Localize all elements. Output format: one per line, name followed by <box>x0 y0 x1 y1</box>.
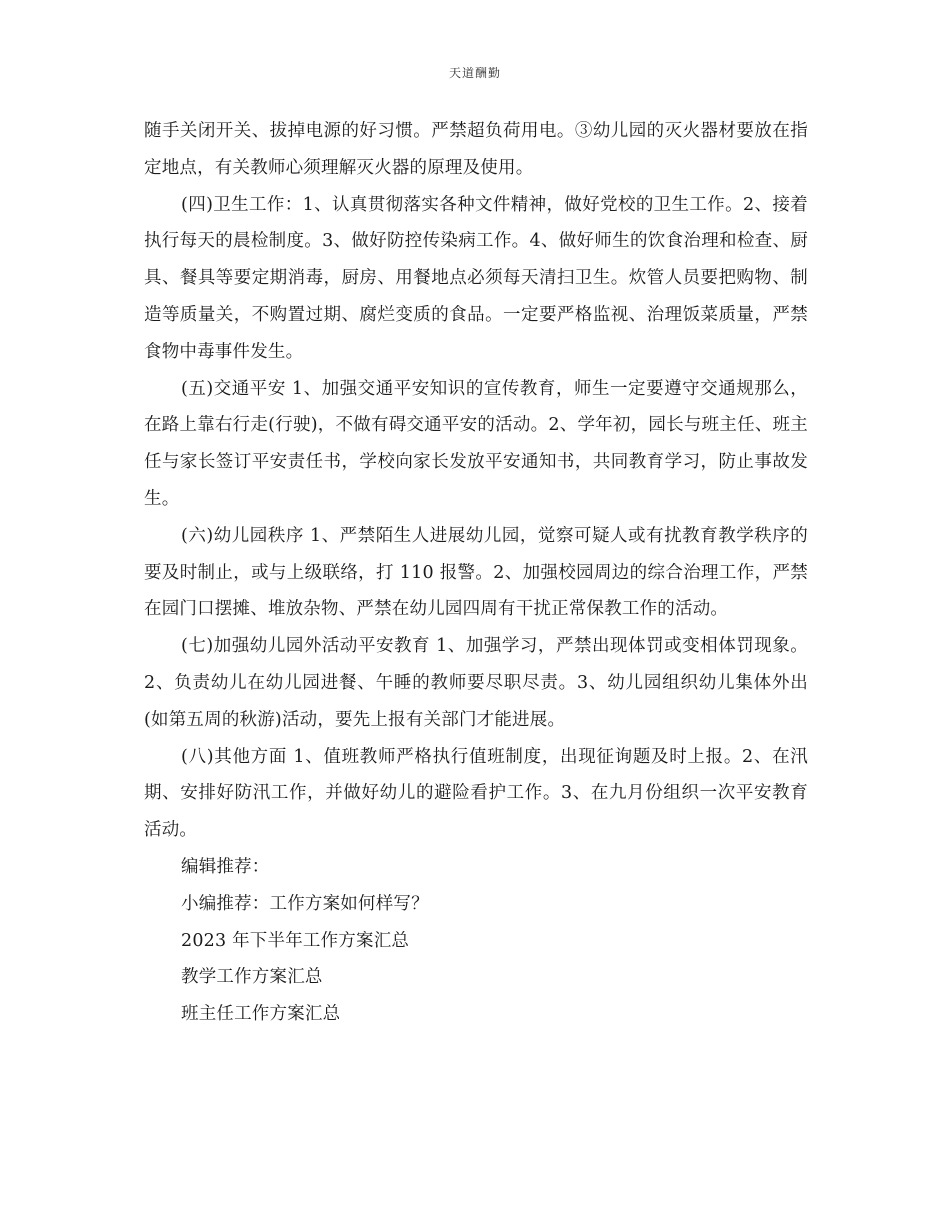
document-body <box>144 113 808 1033</box>
paragraph-electric-safety: 随手关闭开关、拔掉电源的好习惯。严禁超负荷用电。③幼儿园的灭火器材要放在指定地点，有关教师心须理解灭火器的原理及使用。 <box>144 121 808 178</box>
paragraph-other-aspects: (八)其他方面 1、值班教师严格执行值班制度，出现征询题及时上报。2、在汛期、安排好防汛工作，并做好幼儿的避险看护工作。3、在九月份组织一次平安教育活动。 <box>144 746 808 841</box>
recommend-link[interactable]: 班主任工作方案汇总 <box>181 1004 341 1025</box>
paragraph-outdoor-activity: (七)加强幼儿园外活动平安教育 1、加强学习，严禁出现体罚或变相体罚现象。2、负责幼儿在幼儿园进餐、午睡的教师要尽职尽责。3、幼儿园组织幼儿集体外出(如第五周的秋游)活动，要先上报有关部门才能进展。 <box>144 636 808 730</box>
paragraph-kindergarten-order: (六)幼儿园秩序 1、严禁陌生人进展幼儿园，觉察可疑人或有扰教育教学秩序的要及时制止，或与上级联络，打 110 报警。2、加强校园周边的综合治理工作，严禁在园门口摆摊、堆放杂物、严禁在幼儿园四周有干扰正常保教工作的活动。 <box>144 525 808 620</box>
paragraph-hygiene: (四)卫生工作：1、认真贯彻落实各种文件精神，做好党校的卫生工作。2、接着执行每天的晨检制度。3、做好防控传染病工作。4、做好师生的饮食治理和检查、厨具、餐具等要定期消毒，厨房、用餐地点必须每天清扫卫生。炊管人员要把购物、制造等质量关，不购置过期、腐烂变质的食品。一定要严格监视、治理饭菜质量，严禁食物中毒事件发生。 <box>144 194 808 362</box>
recommend-heading: 编辑推荐： <box>181 856 270 877</box>
recommend-link[interactable]: 教学工作方案汇总 <box>181 967 323 988</box>
page-header: 天道酬勤 <box>448 66 501 80</box>
recommend-link[interactable]: 小编推荐：工作方案如何样写？ <box>181 893 429 914</box>
paragraph-traffic-safety: (五)交通平安 1、加强交通平安知识的宣传教育，师生一定要遵守交通规那么，在路上靠右行走(行驶)，不做有碍交通平安的活动。2、学年初，园长与班主任、班主任与家长签订平安责任书，学校向家长发放平安通知书，共同教育学习，防止事故发生。 <box>144 378 808 509</box>
recommend-link[interactable]: 2023 年下半年工作方案汇总 <box>181 930 410 951</box>
